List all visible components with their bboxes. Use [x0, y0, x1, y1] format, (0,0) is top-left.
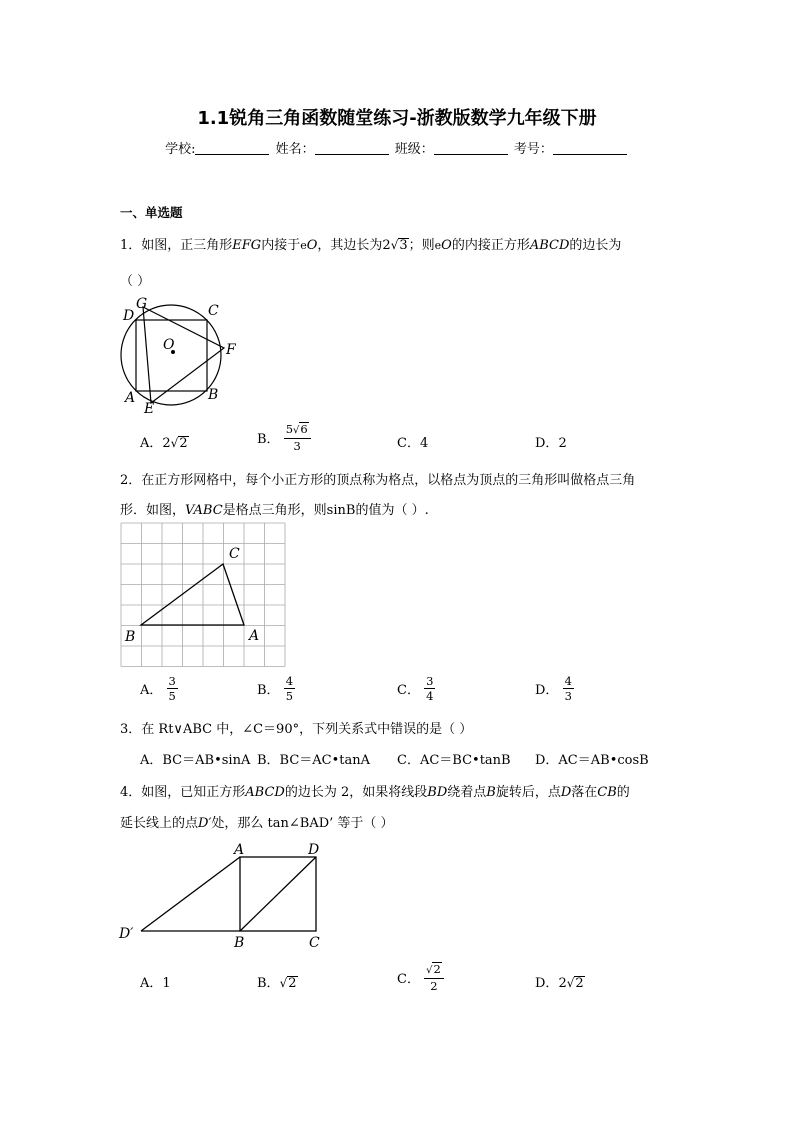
q4-option-d[interactable]: D．2√2 — [535, 976, 584, 991]
option-label: C． — [397, 436, 420, 451]
q3-stem: 在 Rt∨ABC 中，∠C＝90°，下列关系式中错误的是（ ） — [141, 722, 473, 737]
option-value: 1 — [162, 976, 171, 991]
q2-text: 形．如图， — [120, 503, 186, 518]
q4-var-bd: BD — [427, 785, 448, 800]
q1-text: 的内接正方形 — [451, 238, 530, 253]
q3-option-d[interactable]: D．AC＝AB•cosB — [535, 753, 649, 768]
q2-text: 在正方形网格中，每个小正方形的顶点称为格点，以格点为顶点的三角形叫做格点三角 — [141, 473, 636, 488]
frac-num-radicand: 2 — [433, 962, 441, 976]
q2-number: 2． — [120, 473, 142, 488]
q4-text: 绕着点 — [447, 785, 487, 800]
q4-var-d: D — [560, 785, 572, 800]
option-label: A． — [140, 683, 163, 698]
frac-num: 3 — [168, 674, 176, 688]
q4-var-b: B — [486, 785, 496, 800]
q1-number: 1． — [120, 238, 142, 253]
segment-ad-prime — [141, 857, 240, 931]
option-radicand: 2 — [179, 436, 188, 451]
frac-num-radicand: 6 — [300, 422, 308, 436]
q4-var-cb: CB — [597, 785, 617, 800]
option-radicand: 2 — [288, 976, 297, 991]
option-value: 4 — [419, 436, 429, 451]
section-heading: 一、单选题 — [120, 205, 183, 220]
label-E: E — [144, 401, 155, 417]
option-coef: 2 — [162, 436, 171, 451]
label-B: B — [208, 387, 219, 403]
q2-text: 的值为（ ）. — [355, 503, 429, 518]
q1-var-o: O — [306, 238, 318, 253]
q4-option-a[interactable] — [140, 972, 171, 991]
label-A: A — [125, 390, 136, 406]
exam-no-label: 考号： — [513, 142, 553, 157]
option-label: A． — [140, 976, 163, 991]
frac-num-coef: 5 — [285, 422, 294, 436]
q4-var-abcd: ABCD — [245, 785, 285, 800]
option-label: A． — [140, 436, 163, 451]
frac-num: 4 — [564, 674, 572, 688]
q1-answer-paren: （ ） — [120, 274, 151, 289]
label-C: C — [309, 935, 320, 951]
label-A: A — [234, 842, 245, 858]
label-B: B — [125, 629, 136, 645]
segment-bd — [240, 857, 316, 931]
q2-triangle: VABC — [185, 503, 223, 518]
page-title: 1.1锐角三角函数随堂练习-浙教版数学九年级下册 — [197, 108, 597, 129]
fraction: $\frac{√2}{2}$ — [424, 962, 444, 993]
label-C: C — [229, 546, 240, 562]
q4-text: 落在 — [571, 785, 598, 800]
circle-symbol: e — [300, 239, 307, 252]
q2-text: 是格点三角形，则 — [222, 503, 327, 518]
frac-den: 4 — [426, 689, 434, 703]
option-label: D． — [535, 683, 559, 698]
frac-num: 3 — [426, 674, 434, 688]
frac-den: 3 — [293, 439, 301, 453]
q1-text: 内接于 — [261, 238, 301, 253]
q3-number: 3． — [120, 722, 142, 737]
school-label: 学校: — [165, 142, 196, 157]
q4-text: 处，那么 tan∠BAD’ 等于（ ） — [211, 816, 394, 831]
fraction: $\frac{5√6}{3}$ — [284, 422, 311, 453]
option-label: B． — [257, 976, 280, 991]
q4-option-b[interactable]: B．√2 — [257, 976, 297, 991]
q1-text: 如图，正三角形 — [141, 238, 233, 253]
option-label: C． — [397, 683, 420, 698]
q4-text: 如图，已知正方形 — [141, 785, 246, 800]
frac-den: 3 — [564, 689, 572, 703]
label-F: F — [226, 342, 236, 358]
q1-radicand: 3 — [399, 238, 408, 253]
label-D: D — [123, 308, 135, 324]
label-D: D — [308, 842, 320, 858]
q1-line1: 1．如图，正三角形EFG内接于eO，其边长为2√3；则eO的内接正方形ABCD的边长为 — [120, 238, 622, 253]
q3-option-c[interactable]: C．AC＝BC•tanB — [397, 753, 511, 768]
q4-var-dprime: D′ — [198, 816, 212, 831]
label-C: C — [208, 303, 219, 319]
option-label: D． — [535, 436, 559, 451]
option-label: D． — [535, 976, 559, 991]
q1-coef: 2 — [382, 238, 391, 253]
q1-var-o: O — [441, 238, 452, 253]
frac-den: 5 — [285, 689, 294, 703]
q3-option-a[interactable]: A．BC＝AB•sinA — [140, 753, 251, 768]
option-coef: 2 — [558, 976, 567, 991]
q1-text: ；则 — [408, 238, 435, 253]
label-G: G — [136, 296, 148, 312]
frac-den: 2 — [430, 979, 438, 993]
class-label: 班级： — [394, 142, 434, 157]
q1-option-a[interactable]: A．2√2 — [140, 436, 188, 451]
q3-option-b[interactable]: B．BC＝AC•tanA — [257, 753, 371, 768]
q1-text: ，其边长为 — [317, 238, 383, 253]
q4-text: 旋转后，点 — [495, 785, 561, 800]
q4-option-c[interactable] — [397, 962, 444, 993]
frac-num: 4 — [285, 674, 294, 688]
circle-symbol: e — [434, 239, 442, 252]
q4-text: 的边长为 2，如果将线段 — [284, 785, 428, 800]
label-B: B — [234, 935, 245, 951]
q1-var-efg: EFG — [232, 238, 262, 253]
name-label: 姓名： — [275, 142, 315, 157]
option-value: 2 — [558, 436, 567, 451]
label-O: O — [163, 337, 175, 353]
q4-text: 延长线上的点 — [120, 816, 199, 831]
q1-var-abcd: ABCD — [529, 238, 570, 253]
q4-number: 4． — [120, 785, 142, 800]
option-radicand: 2 — [575, 976, 584, 991]
frac-den: 5 — [168, 689, 176, 703]
q2-sinb: sinB — [326, 503, 356, 518]
label-D-prime: D′ — [119, 926, 134, 942]
option-label: B． — [257, 683, 280, 698]
q1-text: 的边长为 — [569, 238, 622, 253]
option-label: C． — [397, 972, 420, 987]
q4-text: 的 — [616, 785, 630, 800]
label-A: A — [249, 628, 260, 644]
option-label: B． — [257, 432, 280, 447]
